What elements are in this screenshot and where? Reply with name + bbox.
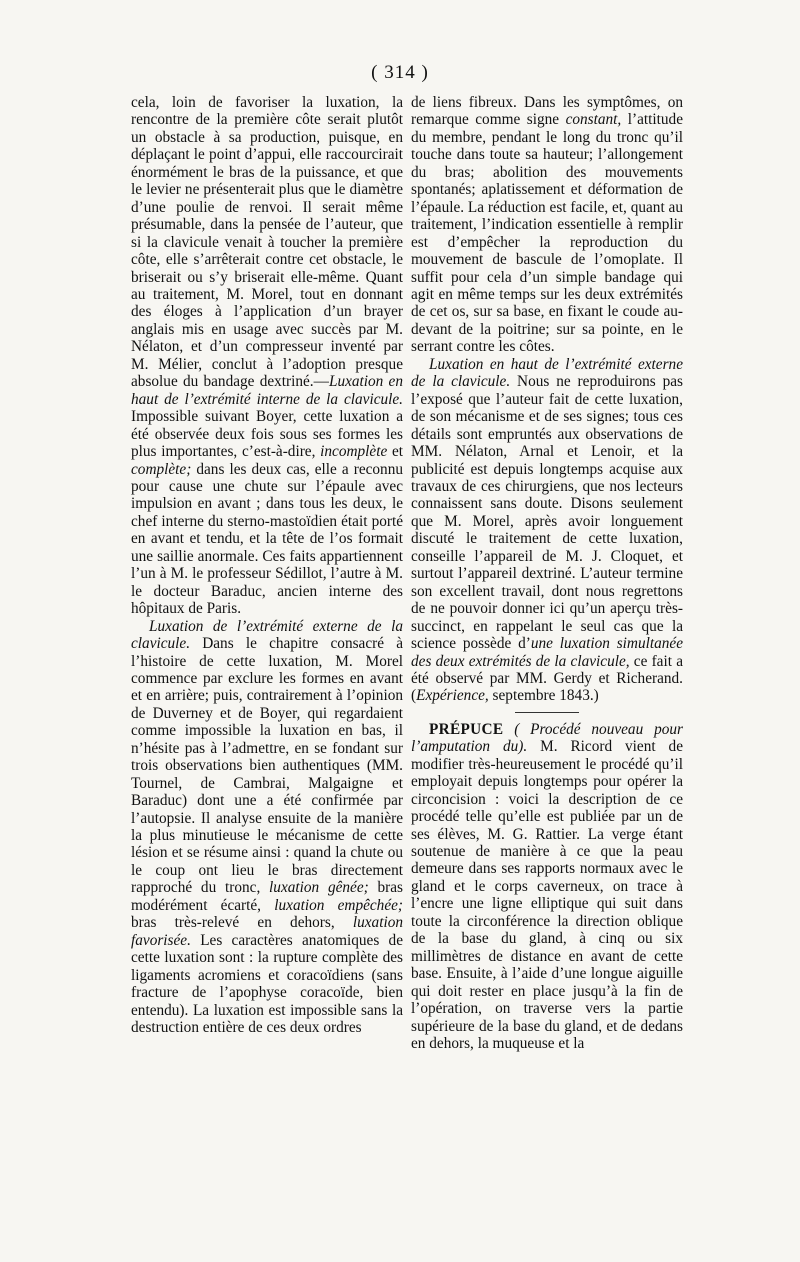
- section-title: Luxation de l’extrémité externe de la clavicule.: [131, 617, 403, 653]
- paragraph-luxation-externe: Luxation de l’extrémité externe de la clavicule. Dans le chapitre consacré à l’histoire de cette luxation, M. Morel commence par exclure les formes en avant et en arrière; puis, contrairement à l’opinion de Duverney et de Boyer, qui regardaient comme impossible la luxation en bas, il n’hésite pas à l’admettre, en se fondant sur trois observations bien authentiques (MM. Tournel, de Cambrai, Malgaigne et Baraduc) dont une a été confirmée par l’autopsie. Il analyse ensuite de la manière la plus minutieuse le mécanisme de cette lésion et se résume ainsi : quand la chute ou le coup ont lieu le bras directement rapproché du tronc, luxation gênée; bras modérément écarté, luxation empêchée; bras très-relevé en dehors, luxation favorisée. Les caractères anatomiques de cette luxation sont : la rupture complète des ligaments acromiens et coracoïdiens (sans fracture de l’apophyse coracoïde, bien entendu). La luxation est impossible sans la destruction entière de ces deux ordres: [131, 617, 403, 1037]
- paragraph-traitement: cela, loin de favoriser la luxation, la rencontre de la première côte serait plutôt un obstacle à sa production, puisque, en déplaçant le point d’appui, elle raccourcirait énormément le bras de la puissance, et que le levier ne présenterait plus que le diamètre d’une poulie de renvoi. Il serait même présumable, dans la pensée de l’auteur, que si la clavicule venait à toucher la première côte, elle s’arrêterait contre cet obstacle, le briserait ou s’y briserait elle-même. Quant au traitement, M. Morel, tout en donnant des éloges à l’application d’un brayer anglais mis en usage avec succès par M. Nélaton, et d’un compresseur inventé par M. Mélier, conclut à l’adoption presque absolue du bandage dextriné.—Luxation en haut de l’extrémité interne de la clavicule. Impossible suivant Boyer, cette luxation a été observée deux fois sous ses formes les plus importantes, c’est-à-dire, incomplète et complète; dans les deux cas, elle a reconnu pour cause une chute sur l’épaule avec impulsion en avant ; dans tous les deux, le chef interne du sterno-mastoïdien était porté en avant et tendu, et la tête de l’os formait une saillie anormale. Ces faits appartiennent l’un à M. le professeur Sédillot, l’autre à M. le docteur Baraduc, ancien interne des hôpitaux de Paris.: [131, 94, 404, 618]
- entry-heading: PRÉPUCE: [429, 720, 504, 738]
- section-divider: [515, 712, 579, 713]
- section-title: Luxation en haut de l’extrémité externe de la clavicule.: [411, 355, 683, 391]
- section-title: Luxation en haut de l’extrémité interne de la clavicule.: [131, 373, 404, 408]
- right-column: [411, 94, 683, 1052]
- section-title: ( Procédé nouveau pour l’amputation du).: [411, 720, 683, 756]
- page-number: ( 314 ): [371, 62, 429, 83]
- left-column: [131, 94, 403, 1036]
- paragraph-luxation-haut: Luxation en haut de l’extrémité externe de la clavicule. Nous ne reproduirons pas l’exposé que l’auteur fait de cette luxation, de son mécanisme et de ses signes; tous ces détails sont empruntés aux observations de MM. Nélaton, Arnal et Lenoir, et la publicité est depuis longtemps acquise aux travaux de ces chirurgiens, que nos lecteurs connaissent sans doute. Disons seulement que M. Morel, après avoir longuement discuté le traitement de cette luxation, conseille l’appareil de M. J. Cloquet, et surtout l’appareil dextriné. L’auteur termine son excellent travail, dont nous regrettons de ne pouvoir donner ici qu’un aperçu très-succinct, en rappelant le seul cas que la science possède d’une luxation simultanée des deux extrémités de la clavicule, ce fait a été observé par MM. Gerdy et Richerand. (Expérience, septembre 1843.): [411, 355, 684, 705]
- paragraph-symptomes: de liens fibreux. Dans les symptômes, on remarque comme signe constant, l’attitude du membre, pendant le long du tronc qu’il touche dans toute sa hauteur; l’allongement du bras; abolition des mouvements spontanés; aplatissement et déformation de l’épaule. La réduction est facile, et, quant au traitement, l’indication essentielle à remplir est d’empêcher la reproduction du mouvement de bascule de l’omoplate. Il suffit pour cela d’un simple bandage qui agit en même temps sur les deux extrémités de cet os, sur sa base, en fixant le coude au-devant de la poitrine; sur sa pointe, en le serrant contre les côtes.: [411, 94, 683, 356]
- paragraph-prepuce: PRÉPUCE ( Procédé nouveau pour l’amputation du). M. Ricord vient de modifier très-heureusement le procédé qu’il employait depuis longtemps pour opérer la circoncision : voici la description de ce procédé telle qu’elle est publiée par un de ses élèves, M. G. Rattier. La verge étant soutenue de manière à ce que la peau demeure dans ses rapports normaux avec le gland et le corps caverneux, on trace à l’encre une ligne elliptique qui suit dans toute la circonférence la direction oblique de la base du gland, à cinq ou six millimètres de distance en avant de cette base. Ensuite, à l’aide d’une longue aiguille qui doit rester en place jusqu’à la fin de l’opération, on traverse vers la partie supérieure de la base du gland, et de dedans en dehors, la muqueuse et la: [411, 720, 683, 1053]
